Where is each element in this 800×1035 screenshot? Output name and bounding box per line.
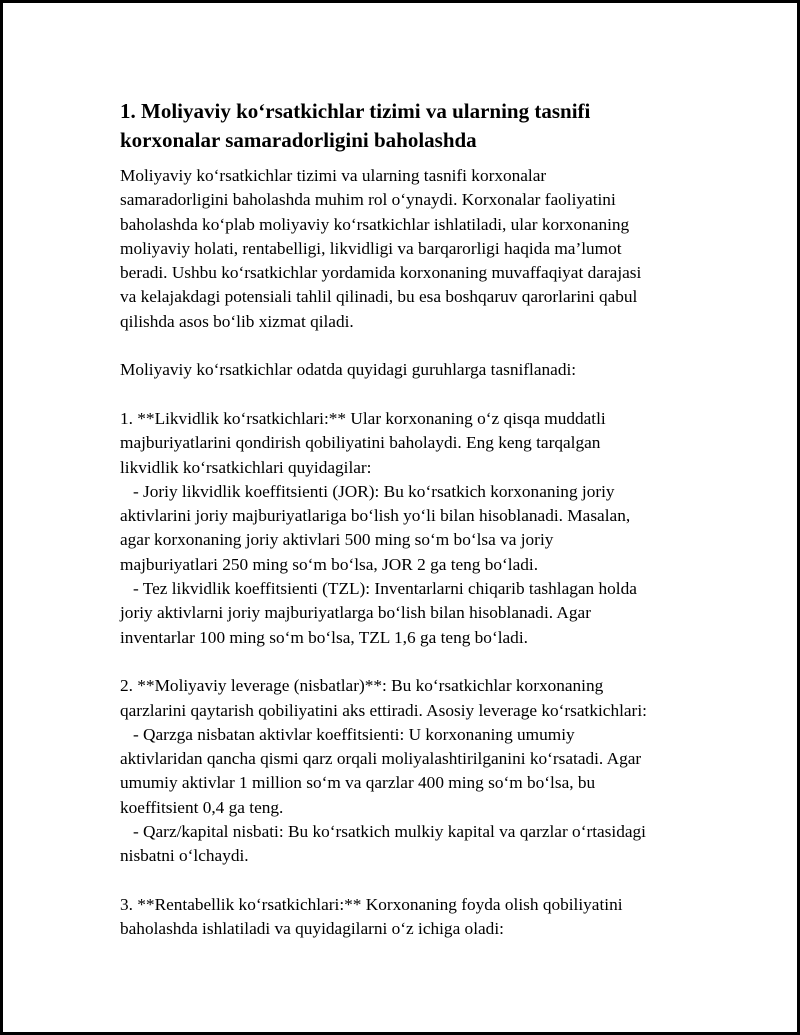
title-line: 1. Moliyaviy ko‘rsatkichlar tizimi va ularning tasnifi xyxy=(120,99,591,123)
text-line: agar korxonaning joriy aktivlari 500 ming so‘m bo‘lsa va joriy xyxy=(120,530,554,550)
text-line: samaradorligini baholashda muhim rol o‘ynaydi. Korxonalar faoliyatini xyxy=(120,190,616,210)
paragraph-gap xyxy=(120,650,770,674)
text-line: qilishda asos bo‘lib xizmat qiladi. xyxy=(120,311,354,331)
text-line: majburiyatlarini qondirish qobiliyatini baholaydi. Eng keng tarqalgan xyxy=(120,433,601,453)
section-title xyxy=(120,97,740,155)
text-line: 1. **Likvidlik ko‘rsatkichlari:** Ular korxonaning o‘z qisqa muddatli xyxy=(120,408,606,428)
text-line: 2. **Moliyaviy leverage (nisbatlar)**: Bu ko‘rsatkichlar korxonaning xyxy=(120,676,604,696)
text-line: aktivlarini joriy majburiyatlariga bo‘lish yo‘li bilan hisoblanadi. Masalan, xyxy=(120,506,631,526)
text-line: inventarlar 100 ming so‘m bo‘lsa, TZL 1,6 ga teng bo‘ladi. xyxy=(120,627,528,647)
text-line: moliyaviy holati, rentabelligi, likvidligi va barqarorligi haqida ma’lumot xyxy=(120,238,622,258)
text-line: 3. **Rentabellik ko‘rsatkichlari:** Korxonaning foyda olish qobiliyatini xyxy=(120,894,623,914)
paragraph-classification xyxy=(120,358,770,382)
text-line: koeffitsient 0,4 ga teng. xyxy=(120,797,284,817)
text-line: qarzlarini qaytarish qobiliyatini aks ettiradi. Asosiy leverage ko‘rsatkichlari: xyxy=(120,700,647,720)
text-line: Moliyaviy ko‘rsatkichlar tizimi va ularning tasnifi korxonalar xyxy=(120,166,547,185)
text-line: nisbatni o‘lchaydi. xyxy=(120,846,249,866)
text-line: aktivlaridan qancha qismi qarz orqali moliyalashtirilganini ko‘rsatadi. Agar xyxy=(120,749,642,769)
text-line: - Tez likvidlik koeffitsienti (TZL): Inventarlarni chiqarib tashlagan holda xyxy=(120,579,637,599)
text-line: beradi. Ushbu ko‘rsatkichlar yordamida korxonaning muvaffaqiyat darajasi xyxy=(120,263,642,283)
text-line: baholashda ishlatiladi va quyidagilarni o‘z ichiga oladi: xyxy=(120,919,504,939)
paragraph-liquidity xyxy=(120,407,770,650)
paragraph-intro xyxy=(120,164,770,334)
text-line: - Joriy likvidlik koeffitsienti (JOR): Bu ko‘rsatkich korxonaning joriy xyxy=(120,481,615,501)
title-line: korxonalar samaradorligini baholashda xyxy=(120,128,477,152)
paragraph-gap xyxy=(120,383,770,407)
paragraph-profitability xyxy=(120,893,770,942)
paragraph-gap xyxy=(120,869,770,893)
text-line: joriy aktivlarni joriy majburiyatlarga bo‘lish bilan hisoblanadi. Agar xyxy=(120,603,591,623)
text-line: - Qarz/kapital nisbati: Bu ko‘rsatkich mulkiy kapital va qarzlar o‘rtasidagi xyxy=(120,822,646,842)
text-line: Moliyaviy ko‘rsatkichlar odatda quyidagi guruhlarga tasniflanadi: xyxy=(120,360,577,380)
text-line: umumiy aktivlar 1 million so‘m va qarzlar 400 ming so‘m bo‘lsa, bu xyxy=(120,773,596,793)
paragraph-leverage xyxy=(120,674,770,868)
text-line: - Qarzga nisbatan aktivlar koeffitsienti: U korxonaning umumiy xyxy=(120,724,575,744)
text-line: baholashda ko‘plab moliyaviy ko‘rsatkichlar ishlatiladi, ular korxonaning xyxy=(120,214,630,234)
text-line: majburiyatlari 250 ming so‘m bo‘lsa, JOR 2 ga teng bo‘ladi. xyxy=(120,554,539,574)
text-line: likvidlik ko‘rsatkichlari quyidagilar: xyxy=(120,457,372,477)
document-body xyxy=(120,164,770,942)
text-line: va kelajakdagi potensiali tahlil qilinadi, bu esa boshqaruv qarorlarini qabul xyxy=(120,287,638,307)
paragraph-gap xyxy=(120,334,770,358)
